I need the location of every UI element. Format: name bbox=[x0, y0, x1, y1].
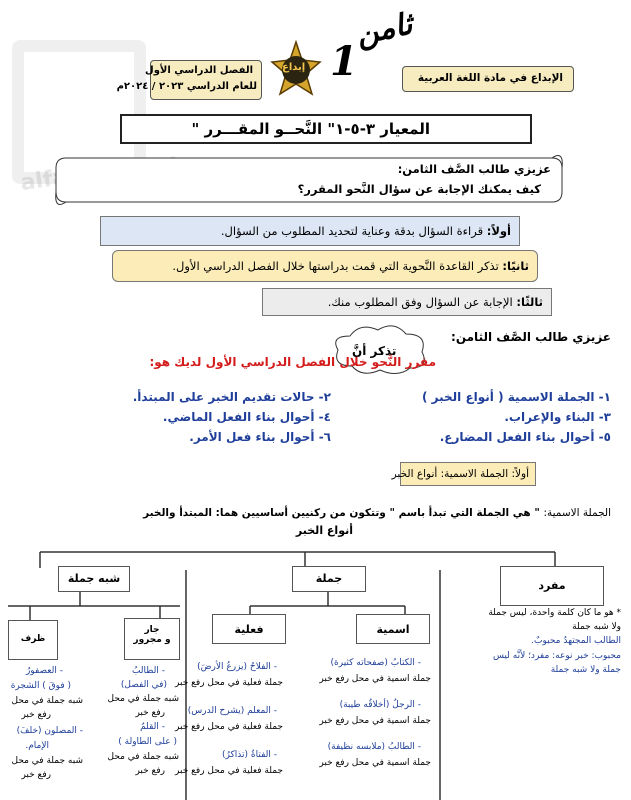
zarf-note-2: شبه جملة في محل bbox=[11, 756, 83, 766]
mufrad-label: مفرد bbox=[538, 579, 566, 592]
zarf-ex-2: - المصلون (خلفَ) bbox=[16, 726, 83, 736]
semester-line1: الفصل الدراسي الأول bbox=[145, 65, 253, 76]
syllabus-text: مقرر النَّحو خلال الفصل الدراسي الأول لديك هو: bbox=[149, 355, 436, 369]
jar-ex-1: - الطالبُ bbox=[131, 666, 165, 676]
zarf-label: ظرف bbox=[20, 634, 46, 644]
ismiyya-label: اسمية bbox=[376, 623, 410, 636]
jar-label: جار bbox=[144, 625, 160, 635]
step-1-body: قراءة السؤال بدقة وعناية لتحديد المطلوب من السؤال. bbox=[220, 224, 487, 238]
step-2-body: تذكر القاعدة النَّحوية التي قمت بدراستها خلال الفصل الدراسي الأول. bbox=[172, 259, 503, 273]
topic-2: ٢- حالات تقديم الخبر على المبتدأ. bbox=[132, 390, 331, 404]
mufrad-note-3: محبوب: خبر نوعه: مفرد؛ لأنَّه ليس bbox=[492, 651, 621, 661]
step-1-prefix: أولاً: bbox=[486, 224, 511, 238]
topic-1: ١- الجملة الاسمية ( أنواع الخبر ) bbox=[422, 390, 611, 404]
zarf-note-2b: رفع خبر bbox=[21, 770, 51, 780]
jumla-box bbox=[292, 566, 366, 592]
step-3-prefix: ثالثًا: bbox=[516, 295, 543, 309]
jar-note-1b: رفع خبر bbox=[135, 708, 165, 718]
jar-ex-1b: (في الفصل) bbox=[120, 680, 167, 690]
step-3-body: الإجابة عن السؤال وفق المطلوب منك. bbox=[327, 295, 517, 309]
zarf-ex-1: - العصفورُ bbox=[25, 666, 63, 676]
filiyya-note-2: جملة فعلية في محل رفع خبر bbox=[175, 722, 283, 732]
semester-line2: للعام الدراسي ٢٠٢٣ / ٢٠٢٤م bbox=[116, 81, 257, 92]
ismiyya-note-1: جملة اسمية في محل رفع خبر bbox=[319, 674, 431, 684]
filiyya-label: فعلية bbox=[234, 623, 264, 636]
shibh-box bbox=[58, 566, 130, 592]
ismiyya-box bbox=[356, 614, 430, 644]
subject-title: الإبداع في مادة اللغة العربية bbox=[417, 72, 563, 84]
mufrad-example: الطالب المجتهدُ محبوبٌ. bbox=[531, 636, 621, 646]
topic-4: ٤- أحوال بناء الفعل الماضي. bbox=[162, 410, 331, 424]
jar-note-2b: رفع خبر bbox=[135, 766, 165, 776]
jar-ex-2b: ( على الطاولة ) bbox=[118, 737, 177, 747]
filiyya-box bbox=[212, 614, 286, 644]
filiyya-ex-1: - الفلاحُ (يزرعُ الأرضَ) bbox=[197, 662, 277, 672]
types-subtitle: أنواع الخبر bbox=[295, 524, 353, 537]
definition-text: " هي الجملة التي تبدأ باسم " وتتكون من ركنيين أساسيين هما: المبتدأ والخبر bbox=[143, 507, 544, 519]
section-heading: أولاً: الجملة الاسمية: أنواع الخبر bbox=[391, 468, 529, 480]
topic-3: ٣- البناء والإعراب. bbox=[504, 410, 611, 424]
jar-note-1: شبه جملة في محل bbox=[107, 694, 179, 704]
zarf-note-1b: رفع خبر bbox=[21, 710, 51, 720]
ismiyya-ex-3: - الطالبُ (ملابسه نظيفة) bbox=[327, 742, 421, 752]
brand-title: ثامن bbox=[352, 6, 416, 53]
standard-text: المعيار ٣-٥-١" النَّحــو المقـــرر " bbox=[191, 120, 430, 138]
filiyya-note-1: جملة فعلية في محل رفع خبر bbox=[175, 678, 283, 688]
topic-5: ٥- أحوال بناء الفعل المضارع. bbox=[439, 430, 611, 444]
ismiyya-ex-1: - الكتابُ (صفحاته كثيرة) bbox=[330, 658, 421, 668]
zarf-ex-2b: الإمام. bbox=[25, 741, 49, 751]
filiyya-ex-2: - المعلم (يشرح الدرس) bbox=[187, 706, 277, 716]
definition-label: الجملة الاسمية: bbox=[543, 507, 611, 519]
zarf-note-1: شبه جملة في محل bbox=[11, 696, 83, 706]
ismiyya-note-2: جملة اسمية في محل رفع خبر bbox=[319, 716, 431, 726]
jar-note-2: شبه جملة في محل bbox=[107, 752, 179, 762]
zarf-ex-1b: ( فوقَ ) الشجرة bbox=[10, 681, 71, 691]
ismiyya-note-3: جملة اسمية في محل رفع خبر bbox=[319, 758, 431, 768]
brand-number: 1 bbox=[330, 38, 358, 85]
majrur-label: و مجرور bbox=[133, 635, 171, 645]
mufrad-note-2: ولا شبه جملة bbox=[572, 622, 621, 632]
logo-text: إبداع bbox=[282, 62, 306, 73]
intro-greeting: عزيزي طالب الصَّف الثامن: bbox=[451, 330, 611, 344]
step-2-prefix: ثانيًا: bbox=[502, 259, 529, 273]
zarf-box bbox=[8, 620, 58, 660]
mufrad-note-4: جملة ولا شبه جملة bbox=[550, 665, 621, 675]
scroll-line1: عزيزي طالب الصَّف الثامن: bbox=[397, 162, 551, 176]
topic-6: ٦- أحوال بناء فعل الأمر. bbox=[189, 430, 331, 444]
remember-text: تذكر أنَّ bbox=[352, 344, 397, 358]
filiyya-note-3: جملة فعلية في محل رفع خبر bbox=[175, 766, 283, 776]
jar-box bbox=[124, 618, 180, 660]
jar-ex-2: - القلمُ bbox=[140, 722, 165, 732]
shibh-label: شبه جملة bbox=[67, 572, 121, 585]
mufrad-box bbox=[500, 566, 604, 606]
scroll-line2: كيف يمكنك الإجابة عن سؤال النَّحو المقرر؟ bbox=[297, 182, 541, 196]
ismiyya-ex-2: - الرجلُ (أخلاقُه طيبة) bbox=[339, 700, 421, 710]
filiyya-ex-3: - الفتاةُ (تذاكرُ) bbox=[222, 750, 277, 760]
mufrad-note-1: * هو ما كان كلمة واحدة، ليس جملة bbox=[488, 608, 621, 618]
jumla-label: جملة bbox=[315, 572, 343, 585]
